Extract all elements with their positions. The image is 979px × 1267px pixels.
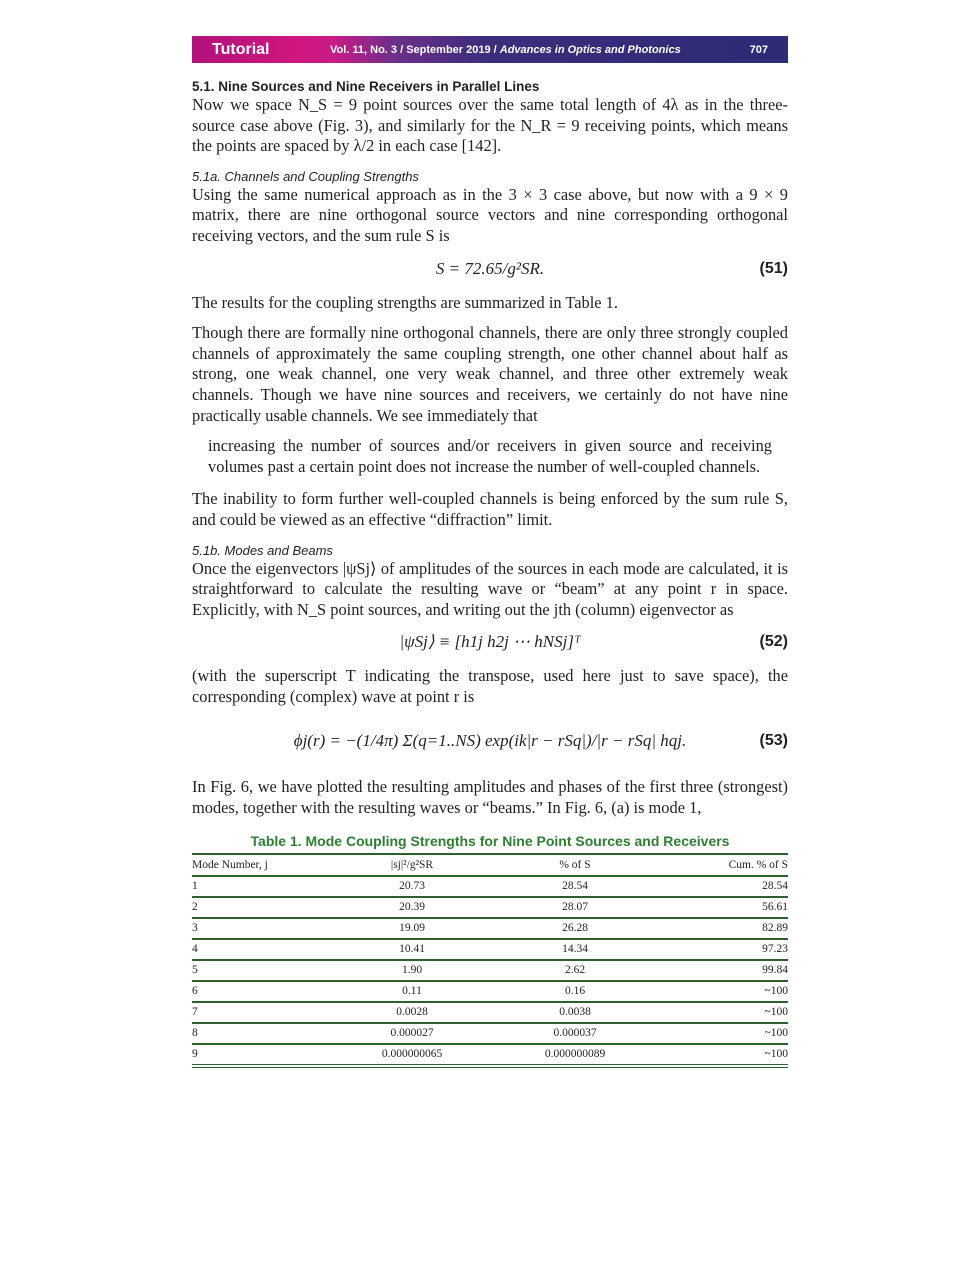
coupling-table — [192, 853, 788, 1068]
journal-info — [330, 44, 750, 56]
table-cell: 28.54 — [658, 876, 788, 897]
table-cell: 10.41 — [332, 939, 492, 960]
table-cell: 26.28 — [492, 918, 658, 939]
table-cell: 2 — [192, 897, 332, 918]
column-header: |sj|²/g²SR — [332, 854, 492, 876]
paragraph: The results for the coupling strengths are summarized in Table 1. — [192, 292, 618, 312]
paragraph: Using the same numerical approach as in the 3 × 3 case above, but now with a 9 × 9 matrix, there are nine orthogonal source vectors and nine corresponding orthogonal receiving vectors, and the sum rule S is — [192, 184, 788, 245]
equation-body: S = 72.65/g²SR. — [435, 258, 545, 278]
table-cell: 1 — [192, 876, 332, 897]
table-title: Table 1. Mode Coupling Strengths for Nine Point Sources and Receivers — [250, 832, 730, 849]
column-header: Mode Number, j — [192, 854, 332, 876]
equation-52 — [192, 624, 788, 660]
table-cell: 9 — [192, 1044, 332, 1066]
table-row — [192, 1044, 788, 1066]
table-cell: ~100 — [658, 1002, 788, 1023]
table-cell: 0.16 — [492, 981, 658, 1002]
table-cell: ~100 — [658, 981, 788, 1002]
table-cell: 0.000000065 — [332, 1044, 492, 1066]
equation-body: |ψSj⟩ ≡ [h1j h2j ⋯ hNSj]ᵀ — [399, 632, 581, 652]
table-cell: 28.07 — [492, 897, 658, 918]
table-cell: 0.000027 — [332, 1023, 492, 1044]
table-row — [192, 981, 788, 1002]
equation-number: (52) — [759, 633, 788, 651]
table-row — [192, 960, 788, 981]
table-cell: ~100 — [658, 1044, 788, 1066]
table-cell: 7 — [192, 1002, 332, 1023]
table-row — [192, 1002, 788, 1023]
table-cell: 20.73 — [332, 876, 492, 897]
paragraph: (with the superscript T indicating the transpose, used here just to save space), the corresponding (complex) wave at point r is — [192, 666, 788, 706]
table-cell: 4 — [192, 939, 332, 960]
table-cell: 3 — [192, 918, 332, 939]
table-cell: ~100 — [658, 1023, 788, 1044]
equation-51 — [192, 251, 788, 287]
table-row — [192, 876, 788, 897]
equation-number: (51) — [759, 259, 788, 277]
table-row — [192, 1023, 788, 1044]
section-label: Tutorial — [212, 40, 270, 58]
table-cell: 28.54 — [492, 876, 658, 897]
table-row — [192, 918, 788, 939]
journal-issue: Vol. 11, No. 3 / September 2019 / — [330, 43, 500, 56]
table-row — [192, 939, 788, 960]
paragraph: The inability to form further well-coupled channels is being enforced by the sum rule S, and could be viewed as an effective “diffraction” limit. — [192, 489, 788, 529]
table-cell: 99.84 — [658, 960, 788, 981]
subsection-heading: 5.1a. Channels and Coupling Strengths — [192, 168, 419, 184]
table-cell: 2.62 — [492, 960, 658, 981]
page-header-banner — [192, 36, 788, 63]
table-cell: 0.000037 — [492, 1023, 658, 1044]
paragraph: Now we space N_S = 9 point sources over the same total length of 4λ as in the three-source case above (Fig. 3), and similarly for the N_R = 9 receiving points, which means the points are spaced by λ/2 in each case [142]. — [192, 95, 788, 156]
table-header-row — [192, 854, 788, 876]
table-cell: 0.000000089 — [492, 1044, 658, 1066]
paragraph: Once the eigenvectors |ψSj⟩ of amplitudes of the sources in each mode are calculated, it is straightforward to calculate the resulting wave or “beam” at any point r in space. Explicitly, with N_S point sources, and writing out the jth (column) eigenvector as — [192, 558, 788, 619]
equation-body: ϕj(r) = −(1/4π) Σ(q=1..NS) exp(ik|r − rSq|)/|r − rSq| hqj. — [293, 731, 687, 751]
table-cell: 0.11 — [332, 981, 492, 1002]
table-cell: 14.34 — [492, 939, 658, 960]
subsection-heading: 5.1b. Modes and Beams — [192, 542, 333, 558]
table-row — [192, 897, 788, 918]
table-cell: 82.89 — [658, 918, 788, 939]
table-cell: 19.09 — [332, 918, 492, 939]
table-cell: 56.61 — [658, 897, 788, 918]
table-cell: 0.0038 — [492, 1002, 658, 1023]
page-number: 707 — [749, 43, 768, 56]
equation-53 — [192, 711, 788, 771]
table-cell: 0.0028 — [332, 1002, 492, 1023]
table-cell: 6 — [192, 981, 332, 1002]
block-quote: increasing the number of sources and/or receivers in given source and receiving volumes past a certain point does not increase the number of well-coupled channels. — [208, 436, 772, 476]
table-cell: 20.39 — [332, 897, 492, 918]
column-header: % of S — [492, 854, 658, 876]
table-cell: 5 — [192, 960, 332, 981]
section-heading: 5.1. Nine Sources and Nine Receivers in Parallel Lines — [192, 79, 540, 94]
journal-name: Advances in Optics and Photonics — [499, 43, 681, 56]
page — [192, 36, 788, 1068]
table-cell: 1.90 — [332, 960, 492, 981]
paragraph: In Fig. 6, we have plotted the resulting amplitudes and phases of the first three (strongest) modes, together with the resulting waves or “beams.” In Fig. 6, (a) is mode 1, — [192, 777, 788, 818]
equation-number: (53) — [759, 732, 788, 750]
table-cell: 8 — [192, 1023, 332, 1044]
column-header: Cum. % of S — [658, 854, 788, 876]
table-cell: 97.23 — [658, 939, 788, 960]
paragraph: Though there are formally nine orthogonal channels, there are only three strongly coupled channels of approximately the same coupling strength, one other channel about half as strong, one weak channel, one very weak channel, and three other extremely weak channels. Though we have nine sources and receivers, we certainly do not have nine practically usable channels. We see immediately that — [192, 323, 788, 425]
